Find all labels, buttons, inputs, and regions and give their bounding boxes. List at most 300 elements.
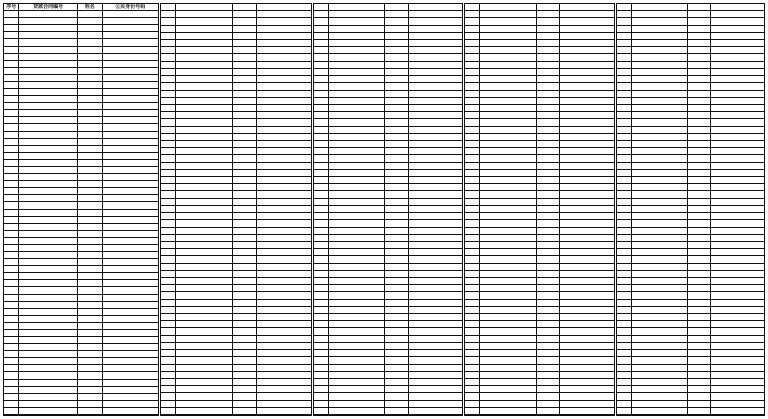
cell-contract [329, 220, 385, 227]
cell-contract [632, 264, 688, 271]
cell-contract [329, 127, 385, 134]
cell-seq [314, 401, 329, 408]
cell-contract [329, 170, 385, 177]
cell-contract [632, 300, 688, 307]
cell-seq [161, 408, 176, 415]
cell-name [537, 271, 561, 278]
cell-contract [480, 271, 537, 278]
cell-name [78, 153, 103, 160]
cell-name [233, 40, 257, 47]
cell-contract [329, 292, 385, 299]
cell-name [78, 25, 103, 32]
table-column-block [616, 3, 765, 416]
cell-seq [617, 69, 632, 76]
cell-contract [329, 69, 385, 76]
cell-id [711, 11, 764, 18]
cell-id [560, 33, 614, 40]
cell-id [103, 394, 158, 401]
cell-contract [176, 300, 233, 307]
cell-name [78, 124, 103, 131]
cell-name [78, 252, 103, 259]
cell-contract [480, 228, 537, 235]
cell-contract [329, 105, 385, 112]
cell-id [560, 191, 614, 198]
cell-id [103, 11, 158, 18]
cell-seq [465, 76, 480, 83]
cell-name [688, 408, 712, 415]
cell-id [257, 155, 311, 162]
cell-name [537, 401, 561, 408]
cell-id [103, 75, 158, 82]
cell-contract [176, 54, 233, 61]
cell-id [257, 11, 311, 18]
cell-name [233, 170, 257, 177]
cell-contract [480, 163, 537, 170]
cell-seq [617, 393, 632, 400]
cell-contract [480, 249, 537, 256]
cell-name [78, 195, 103, 202]
cell-name [233, 386, 257, 393]
cell-name [233, 228, 257, 235]
cell-seq [314, 18, 329, 25]
cell-seq [314, 372, 329, 379]
cell-seq [161, 213, 176, 220]
cell-id [103, 280, 158, 287]
cell-id [257, 141, 311, 148]
cell-seq [314, 98, 329, 105]
cell-id [257, 177, 311, 184]
cell-contract [19, 139, 78, 146]
cell-id [560, 105, 614, 112]
cell-contract [176, 141, 233, 148]
cell-name [385, 199, 409, 206]
cell-name [537, 184, 561, 191]
cell-id [409, 379, 462, 386]
cell-name [233, 242, 257, 249]
cell-id [711, 83, 764, 90]
cell-name [537, 314, 561, 321]
cell-contract [329, 98, 385, 105]
cell-name [78, 302, 103, 309]
cell-id [711, 184, 764, 191]
cell-contract [632, 155, 688, 162]
cell-seq [465, 134, 480, 141]
cell-name [385, 134, 409, 141]
cell-seq [617, 26, 632, 33]
cell-id [103, 195, 158, 202]
cell-name [688, 105, 712, 112]
cell-contract [329, 401, 385, 408]
cell-contract [19, 238, 78, 245]
cell-id [103, 188, 158, 195]
cell-id [409, 47, 462, 54]
cell-seq [465, 285, 480, 292]
cell-id [560, 148, 614, 155]
cell-name [688, 134, 712, 141]
cell-id [103, 167, 158, 174]
cell-name [78, 167, 103, 174]
cell-contract [632, 343, 688, 350]
cell-seq [314, 264, 329, 271]
cell-name [233, 62, 257, 69]
cell-name [688, 206, 712, 213]
cell-id [409, 112, 462, 119]
cell-contract [632, 76, 688, 83]
cell-name [688, 285, 712, 292]
cell-seq [314, 40, 329, 47]
cell-contract [329, 18, 385, 25]
cell-name [233, 393, 257, 400]
cell-id [103, 174, 158, 181]
cell-id [711, 47, 764, 54]
cell-seq [314, 148, 329, 155]
cell-seq [4, 210, 19, 217]
cell-contract [19, 372, 78, 379]
cell-name [537, 292, 561, 299]
cell-contract [19, 110, 78, 117]
cell-seq [314, 393, 329, 400]
cell-seq [314, 256, 329, 263]
cell-id [409, 54, 462, 61]
cell-seq [617, 256, 632, 263]
cell-contract [176, 98, 233, 105]
cell-seq [4, 394, 19, 401]
cell-id [409, 98, 462, 105]
cell-id [257, 184, 311, 191]
cell-seq [314, 83, 329, 90]
cell-id [409, 127, 462, 134]
table-column-block [464, 3, 615, 416]
cell-seq [617, 228, 632, 235]
cell-contract [176, 228, 233, 235]
cell-name [385, 336, 409, 343]
cell-name [537, 300, 561, 307]
cell-id [257, 26, 311, 33]
cell-seq [617, 321, 632, 328]
cell-name [688, 191, 712, 198]
cell-seq [4, 380, 19, 387]
cell-name [688, 365, 712, 372]
cell-id [257, 98, 311, 105]
cell-seq [617, 336, 632, 343]
cell-name [688, 18, 712, 25]
cell-contract [632, 40, 688, 47]
cell-id [409, 350, 462, 357]
cell-name [233, 134, 257, 141]
cell-name [233, 33, 257, 40]
cell-name [78, 358, 103, 365]
cell-contract [329, 228, 385, 235]
cell-name [385, 148, 409, 155]
cell-id [409, 119, 462, 126]
cell-seq [4, 174, 19, 181]
cell-contract [480, 54, 537, 61]
cell-name [233, 199, 257, 206]
cell-name [688, 119, 712, 126]
cell-id [711, 393, 764, 400]
cell-name [537, 83, 561, 90]
cell-name [688, 54, 712, 61]
cell-seq [4, 273, 19, 280]
cell-name [688, 228, 712, 235]
cell-seq [617, 199, 632, 206]
cell-seq [4, 89, 19, 96]
cell-name [78, 295, 103, 302]
cell-seq [161, 170, 176, 177]
cell-id [103, 124, 158, 131]
cell-id [711, 292, 764, 299]
cell-id [103, 287, 158, 294]
cell-name [688, 292, 712, 299]
cell-name [385, 278, 409, 285]
cell-contract [329, 264, 385, 271]
cell-name [78, 224, 103, 231]
cell-contract [632, 350, 688, 357]
cell-seq [161, 307, 176, 314]
cell-contract [176, 386, 233, 393]
cell-id [711, 148, 764, 155]
cell-id [711, 119, 764, 126]
cell-contract [480, 220, 537, 227]
cell-id [560, 307, 614, 314]
cell-name [688, 343, 712, 350]
cell-name [78, 372, 103, 379]
cell-contract [19, 103, 78, 110]
cell-name [537, 47, 561, 54]
cell-id [257, 271, 311, 278]
cell-seq [161, 191, 176, 198]
cell-contract [329, 256, 385, 263]
cell-name [78, 75, 103, 82]
cell-id [257, 235, 311, 242]
cell-name [78, 380, 103, 387]
header-seq: 序号 [4, 4, 19, 11]
cell-seq [4, 323, 19, 330]
cell-contract [19, 167, 78, 174]
cell-id [257, 264, 311, 271]
cell-seq [161, 336, 176, 343]
cell-id [409, 213, 462, 220]
cell-id [257, 148, 311, 155]
cell-contract [329, 141, 385, 148]
cell-id [409, 264, 462, 271]
cell-seq [617, 191, 632, 198]
cell-id [560, 357, 614, 364]
cell-contract [19, 266, 78, 273]
cell-seq [161, 314, 176, 321]
cell-contract [480, 62, 537, 69]
header-contract: 贷款合同编号 [19, 4, 78, 11]
cell-id [103, 103, 158, 110]
cell-seq [465, 184, 480, 191]
cell-name [537, 98, 561, 105]
cell-contract [480, 4, 537, 11]
cell-contract [176, 91, 233, 98]
cell-name [385, 127, 409, 134]
cell-seq [617, 4, 632, 11]
cell-contract [632, 206, 688, 213]
cell-contract [176, 134, 233, 141]
cell-name [78, 210, 103, 217]
cell-seq [617, 372, 632, 379]
cell-id [257, 401, 311, 408]
cell-name [385, 379, 409, 386]
cell-contract [19, 287, 78, 294]
cell-id [560, 336, 614, 343]
cell-contract [480, 321, 537, 328]
cell-name [688, 91, 712, 98]
cell-seq [314, 177, 329, 184]
cell-seq [617, 177, 632, 184]
cell-seq [4, 330, 19, 337]
cell-contract [19, 387, 78, 394]
cell-seq [161, 163, 176, 170]
cell-seq [4, 195, 19, 202]
cell-seq [4, 224, 19, 231]
cell-name [78, 394, 103, 401]
cell-name [233, 235, 257, 242]
cell-name [688, 328, 712, 335]
cell-id [560, 91, 614, 98]
cell-contract [176, 372, 233, 379]
cell-contract [19, 146, 78, 153]
cell-contract [632, 278, 688, 285]
cell-name [385, 119, 409, 126]
cell-contract [480, 408, 537, 415]
cell-seq [161, 393, 176, 400]
cell-name [78, 146, 103, 153]
cell-id [711, 350, 764, 357]
cell-contract [19, 408, 78, 415]
cell-contract [19, 132, 78, 139]
cell-id [257, 307, 311, 314]
cell-name [537, 4, 561, 11]
cell-seq [617, 127, 632, 134]
cell-seq [465, 321, 480, 328]
cell-seq [4, 188, 19, 195]
cell-name [385, 47, 409, 54]
cell-id [257, 4, 311, 11]
cell-id [103, 295, 158, 302]
cell-name [385, 264, 409, 271]
cell-contract [329, 336, 385, 343]
cell-id [711, 314, 764, 321]
cell-id [409, 365, 462, 372]
cell-id [103, 231, 158, 238]
cell-name [537, 393, 561, 400]
cell-seq [617, 343, 632, 350]
cell-contract [632, 134, 688, 141]
cell-name [385, 372, 409, 379]
cell-name [537, 11, 561, 18]
cell-id [103, 61, 158, 68]
cell-name [385, 62, 409, 69]
cell-id [409, 4, 462, 11]
cell-contract [480, 33, 537, 40]
cell-contract [632, 393, 688, 400]
cell-id [103, 224, 158, 231]
cell-seq [4, 401, 19, 408]
cell-seq [4, 117, 19, 124]
cell-contract [329, 393, 385, 400]
cell-seq [161, 256, 176, 263]
cell-contract [632, 4, 688, 11]
cell-name [688, 47, 712, 54]
cell-contract [480, 134, 537, 141]
cell-seq [314, 328, 329, 335]
cell-name [688, 4, 712, 11]
cell-name [385, 307, 409, 314]
cell-contract [329, 271, 385, 278]
cell-id [257, 292, 311, 299]
cell-seq [314, 69, 329, 76]
cell-seq [161, 148, 176, 155]
cell-id [257, 47, 311, 54]
cell-id [103, 110, 158, 117]
cell-name [537, 155, 561, 162]
cell-id [711, 76, 764, 83]
cell-contract [19, 344, 78, 351]
cell-contract [632, 163, 688, 170]
cell-id [257, 228, 311, 235]
cell-seq [314, 343, 329, 350]
cell-seq [465, 127, 480, 134]
cell-contract [632, 235, 688, 242]
cell-contract [480, 83, 537, 90]
cell-id [711, 220, 764, 227]
cell-name [688, 83, 712, 90]
cell-name [385, 401, 409, 408]
cell-id [409, 206, 462, 213]
cell-seq [4, 96, 19, 103]
cell-id [711, 62, 764, 69]
cell-id [560, 62, 614, 69]
loan-register-table [3, 3, 765, 416]
cell-id [409, 401, 462, 408]
cell-name [385, 163, 409, 170]
cell-id [103, 238, 158, 245]
cell-seq [161, 11, 176, 18]
cell-seq [4, 153, 19, 160]
cell-id [409, 372, 462, 379]
cell-name [688, 40, 712, 47]
cell-seq [161, 184, 176, 191]
cell-name [78, 82, 103, 89]
cell-seq [617, 408, 632, 415]
cell-contract [329, 235, 385, 242]
cell-name [688, 393, 712, 400]
cell-contract [632, 83, 688, 90]
cell-contract [19, 32, 78, 39]
cell-id [560, 235, 614, 242]
cell-seq [617, 155, 632, 162]
cell-seq [617, 379, 632, 386]
cell-id [409, 105, 462, 112]
cell-id [257, 379, 311, 386]
cell-contract [329, 26, 385, 33]
cell-seq [465, 213, 480, 220]
cell-name [78, 231, 103, 238]
cell-contract [329, 184, 385, 191]
cell-seq [465, 18, 480, 25]
cell-id [409, 386, 462, 393]
cell-contract [19, 365, 78, 372]
cell-contract [329, 155, 385, 162]
cell-seq [4, 54, 19, 61]
cell-id [103, 387, 158, 394]
cell-name [78, 217, 103, 224]
cell-contract [480, 119, 537, 126]
